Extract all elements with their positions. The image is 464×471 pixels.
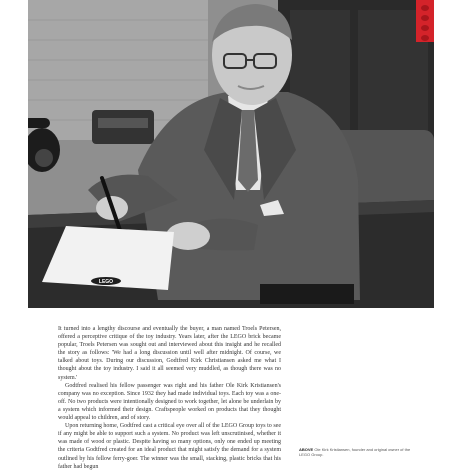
brick-stud xyxy=(421,5,429,11)
body-paragraph: Godtfred realised his fellow passenger was right and his father Ole Kirk Kristiansen's company was no exception. Since 1932 they had made individual toys. Each toy was a one-off. No two products were intentionally designed to work together, let alone be underlain by a system which informed their design. Craftspeople worked on products that they thought would appeal to children, and of story. xyxy=(58,382,281,422)
paper-logo: LEGO xyxy=(98,279,114,285)
body-paragraph: It turned into a lengthy discourse and eventually the buyer, a man named Troels Petersen, offered a perceptive critique of the toy industry. Years later, after the LEGO brick became popular, Troels Petersen was sought out and interviewed about this insight and he recalled the story as follows: 'We had a long discussion until well after midnight. Of course, we talked about toys. During our discussion, Godtfred Kirk Christiansen asked me what I thought about the toy industry. I said it all seemed very muddled, as though there was no system.' xyxy=(58,326,281,381)
brick-stud xyxy=(421,25,429,31)
caption-text: Ole Kirk Kristiansen, founder and original owner of the LEGO Group. xyxy=(299,447,411,458)
lego-brick-tab xyxy=(416,0,434,42)
brick-stud xyxy=(421,15,429,21)
body-paragraph: Upon returning home, Godtfred cast a critical eye over all of the LEGO Group toys to see if any might be able to support such a system. No product was left unscrutinised, whether it was made of wood or plastic. Despite having so many options, only one ended up meeting the criteria Godtfred created for an ideal product that might satisfy the demand for a system outlined by his fellow ferry-goer. The winner was the small, stacking, plastic bricks that his father had begun xyxy=(58,423,281,470)
body-text xyxy=(58,325,281,471)
photo-caption xyxy=(299,447,411,458)
caption-tag: ABOVE xyxy=(299,447,314,452)
archival-photograph xyxy=(28,0,434,308)
brick-stud xyxy=(421,35,429,41)
